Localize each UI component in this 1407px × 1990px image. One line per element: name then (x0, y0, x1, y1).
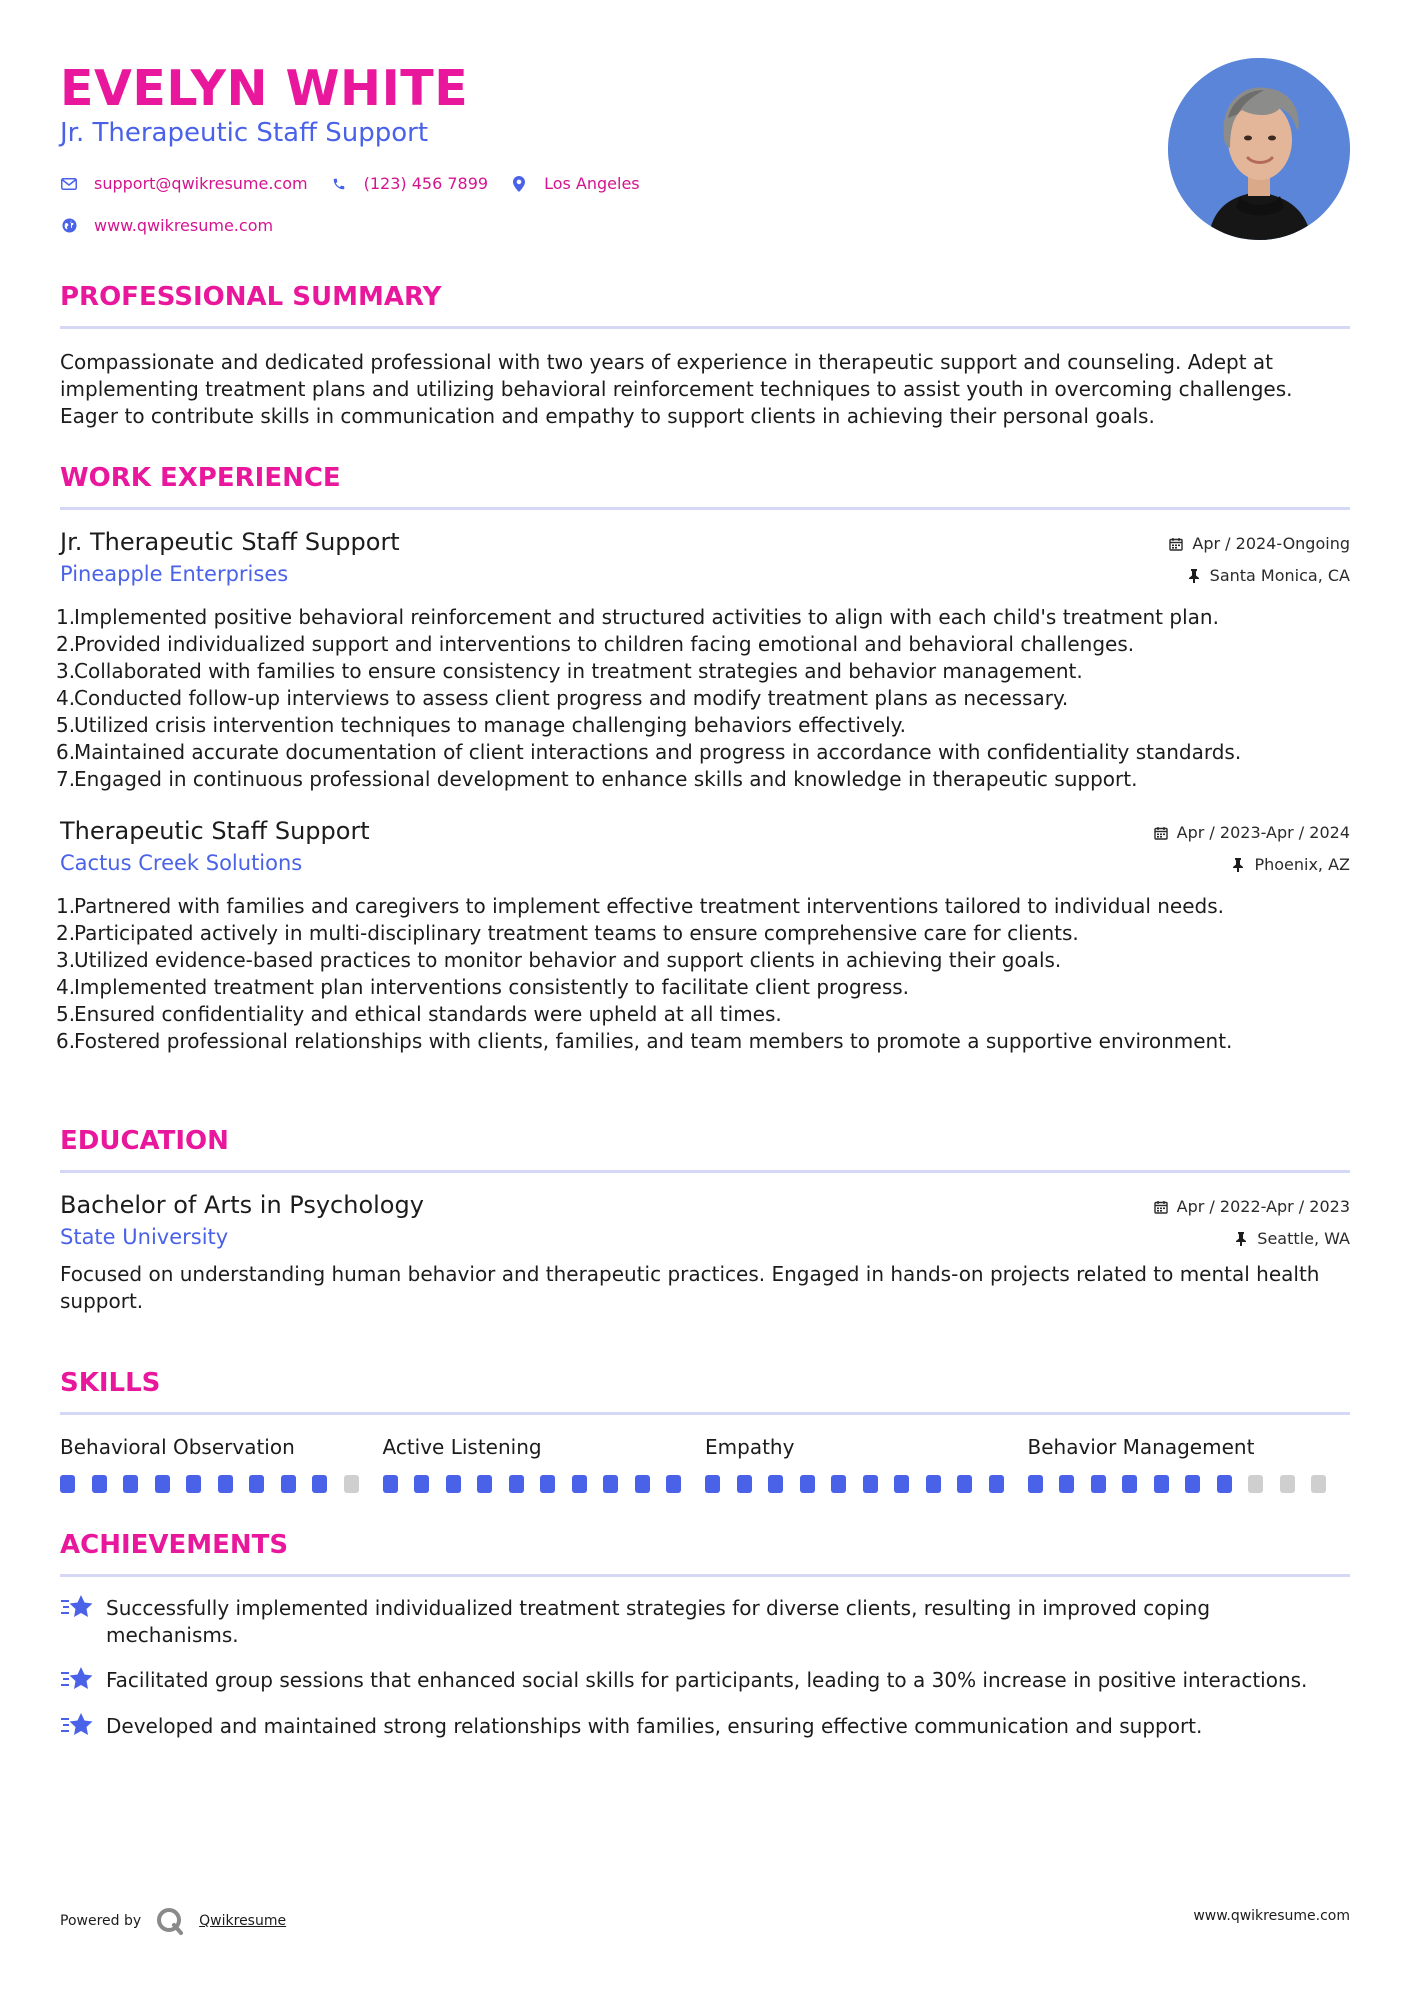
calendar-icon (1153, 825, 1169, 841)
rating-dot-filled (957, 1475, 972, 1493)
rating-dot-filled (989, 1475, 1004, 1493)
qwikresume-logo-icon (155, 1906, 185, 1936)
job-entry (56, 817, 1350, 1055)
job-date (1168, 534, 1350, 553)
school-name: State University (60, 1225, 229, 1249)
skill-item (705, 1435, 1028, 1493)
calendar-icon (1168, 536, 1184, 552)
star-badge-icon (60, 1593, 96, 1623)
rating-dot-filled (572, 1475, 587, 1493)
rating-dot-filled (186, 1475, 201, 1493)
list-item: 6. Maintained accurate documentation of client interactions and progress in accordance with confidentiality standards. (56, 740, 1242, 764)
brand-link[interactable]: Qwikresume (199, 1913, 287, 1929)
rating-dot-filled (92, 1475, 107, 1493)
education-description: Focused on understanding human behavior and therapeutic practices. Engaged in hands-on projects related to mental health support. (60, 1262, 1320, 1313)
map-pin-icon (510, 175, 528, 193)
skill-item (60, 1435, 383, 1493)
rating-dot-filled (737, 1475, 752, 1493)
skill-name: Behavior Management (1027, 1435, 1255, 1459)
phone-number[interactable]: (123) 456 7899 (363, 174, 489, 193)
email-link[interactable]: support@qwikresume.com (94, 174, 308, 193)
location-text: Los Angeles (544, 174, 640, 193)
achievement-text: Facilitated group sessions that enhanced social skills for participants, leading to a 30% increase in positive interactions. (106, 1668, 1308, 1692)
education-location (1233, 1229, 1350, 1248)
rating-dot-filled (863, 1475, 878, 1493)
rating-dot-filled (705, 1475, 720, 1493)
rating-dot-filled (1185, 1475, 1200, 1493)
rating-dot-filled (540, 1475, 555, 1493)
footer (60, 1898, 1350, 1932)
rating-dot-empty (344, 1475, 359, 1493)
skill-name: Empathy (705, 1435, 795, 1459)
job-title: Jr. Therapeutic Staff Support (60, 528, 400, 556)
pushpin-icon (1186, 568, 1202, 584)
candidate-name: EVELYN WHITE (60, 60, 469, 117)
rating-dot-empty (1311, 1475, 1326, 1493)
section-heading: SKILLS (60, 1368, 161, 1398)
list-item: 6. Fostered professional relationships with clients, families, and team members to promote a supportive environment. (56, 1029, 1233, 1053)
skill-rating (383, 1475, 706, 1493)
pushpin-icon (1230, 857, 1246, 873)
education-location-text: Seattle, WA (1257, 1229, 1350, 1248)
rating-dot-filled (1217, 1475, 1232, 1493)
website-link[interactable]: www.qwikresume.com (94, 216, 274, 235)
job-header (60, 528, 1350, 562)
job-date-text: Apr / 2024-Ongoing (1192, 534, 1350, 553)
degree-title: Bachelor of Arts in Psychology (60, 1191, 424, 1219)
skills-section (60, 1368, 1350, 1493)
skill-item (383, 1435, 706, 1493)
job-location (1230, 855, 1350, 874)
rating-dot-filled (666, 1475, 681, 1493)
rating-dot-filled (1028, 1475, 1043, 1493)
summary-section (60, 282, 1350, 430)
rating-dot-filled (1122, 1475, 1137, 1493)
envelope-icon (60, 175, 78, 193)
skill-name: Behavioral Observation (60, 1435, 295, 1459)
achievement-text: Successfully implemented individualized treatment strategies for diverse clients, resulting in improved coping mechanisms. (106, 1596, 1211, 1647)
rating-dot-filled (926, 1475, 941, 1493)
job-entry (56, 528, 1350, 793)
rating-dot-filled (768, 1475, 783, 1493)
list-item: 1. Partnered with families and caregivers to implement effective treatment interventions tailored to individual needs. (56, 894, 1225, 918)
rating-dot-filled (635, 1475, 650, 1493)
skill-name: Active Listening (382, 1435, 542, 1459)
website-row (60, 216, 295, 235)
job-date (1153, 823, 1350, 842)
rating-dot-filled (509, 1475, 524, 1493)
rating-dot-filled (603, 1475, 618, 1493)
job-location-text: Phoenix, AZ (1254, 855, 1350, 874)
skill-rating (705, 1475, 1028, 1493)
experience-section (56, 463, 1350, 1055)
rating-dot-filled (218, 1475, 233, 1493)
job-org-row (60, 851, 1350, 883)
section-heading: EDUCATION (60, 1126, 229, 1156)
education-section (60, 1126, 1350, 1315)
rating-dot-filled (831, 1475, 846, 1493)
section-heading: WORK EXPERIENCE (60, 463, 341, 493)
calendar-icon (1153, 1199, 1169, 1215)
list-item: 1. Implemented positive behavioral reinforcement and structured activities to align with each child's treatment plan. (56, 605, 1219, 629)
powered-by (60, 1906, 286, 1936)
job-bullets (56, 604, 1350, 793)
job-org-row (60, 562, 1350, 594)
star-badge-icon (60, 1665, 96, 1695)
rating-dot-filled (383, 1475, 398, 1493)
phone-icon (330, 175, 348, 193)
rating-dot-filled (414, 1475, 429, 1493)
job-location (1186, 566, 1350, 585)
section-divider (60, 1170, 1350, 1173)
footer-url[interactable]: www.qwikresume.com (1193, 1908, 1350, 1924)
star-badge-icon (60, 1711, 96, 1741)
contact-row (60, 174, 662, 193)
education-org-row (60, 1225, 1350, 1257)
list-item: 2. Provided individualized support and interventions to children facing emotional and behavioral challenges. (56, 632, 1135, 656)
rating-dot-filled (281, 1475, 296, 1493)
skill-rating (60, 1475, 383, 1493)
achievement-item (60, 1595, 1350, 1649)
resume-page (56, 0, 1350, 1990)
rating-dot-filled (155, 1475, 170, 1493)
skill-item (1028, 1435, 1351, 1493)
job-header (60, 817, 1350, 851)
rating-dot-filled (800, 1475, 815, 1493)
list-item: 3. Collaborated with families to ensure consistency in treatment strategies and behavior management. (56, 659, 1083, 683)
section-heading: PROFESSIONAL SUMMARY (60, 282, 442, 312)
section-divider (60, 1574, 1350, 1577)
achievement-text: Developed and maintained strong relationships with families, ensuring effective communication and support. (106, 1714, 1203, 1738)
achievement-item (60, 1667, 1350, 1695)
achievements-list (60, 1595, 1350, 1741)
achievements-section (60, 1530, 1350, 1741)
rating-dot-filled (1059, 1475, 1074, 1493)
section-heading: ACHIEVEMENTS (60, 1530, 289, 1560)
rating-dot-filled (894, 1475, 909, 1493)
list-item: 4. Implemented treatment plan interventions consistently to facilitate client progress. (56, 975, 910, 999)
list-item: 5. Ensured confidentiality and ethical standards were upheld at all times. (56, 1002, 782, 1026)
list-item: 7. Engaged in continuous professional development to enhance skills and knowledge in therapeutic support. (56, 767, 1138, 791)
summary-text: Compassionate and dedicated professional with two years of experience in therapeutic support and counseling. Adept at implementing treatment plans and utilizing behavioral reinforcement techniques to assist youth in overcoming challenges. Eager to contribute skills in communication and empathy to support clients in achieving their personal goals. (60, 350, 1293, 428)
pushpin-icon (1233, 1231, 1249, 1247)
rating-dot-filled (1091, 1475, 1106, 1493)
job-bullets (56, 893, 1350, 1055)
achievement-item (60, 1713, 1350, 1741)
rating-dot-filled (312, 1475, 327, 1493)
company-name: Cactus Creek Solutions (60, 851, 303, 875)
section-divider (60, 326, 1350, 329)
list-item: 4. Conducted follow-up interviews to assess client progress and modify treatment plans as necessary. (56, 686, 1069, 710)
education-date-text: Apr / 2022-Apr / 2023 (1176, 1197, 1350, 1216)
skill-rating (1028, 1475, 1351, 1493)
list-item: 3. Utilized evidence-based practices to monitor behavior and support clients in achieving their goals. (56, 948, 1062, 972)
globe-icon (60, 217, 78, 235)
company-name: Pineapple Enterprises (60, 562, 289, 586)
profile-photo (1168, 58, 1350, 240)
list-item: 2. Participated actively in multi-disciplinary treatment teams to ensure comprehensive care for clients. (56, 921, 1079, 945)
rating-dot-empty (1280, 1475, 1295, 1493)
candidate-title: Jr. Therapeutic Staff Support (60, 118, 429, 148)
job-date-text: Apr / 2023-Apr / 2024 (1176, 823, 1350, 842)
skills-list (60, 1435, 1350, 1493)
rating-dot-filled (477, 1475, 492, 1493)
rating-dot-empty (1248, 1475, 1263, 1493)
rating-dot-filled (446, 1475, 461, 1493)
rating-dot-filled (123, 1475, 138, 1493)
education-header (60, 1191, 1350, 1225)
job-location-text: Santa Monica, CA (1209, 566, 1350, 585)
section-divider (60, 507, 1350, 510)
rating-dot-filled (249, 1475, 264, 1493)
job-title: Therapeutic Staff Support (60, 817, 370, 845)
list-item: 5. Utilized crisis intervention techniques to manage challenging behaviors effectively. (56, 713, 906, 737)
education-entry (60, 1191, 1350, 1315)
education-date (1153, 1197, 1350, 1216)
rating-dot-filled (60, 1475, 75, 1493)
powered-by-label: Powered by (60, 1913, 142, 1929)
rating-dot-filled (1154, 1475, 1169, 1493)
section-divider (60, 1412, 1350, 1415)
